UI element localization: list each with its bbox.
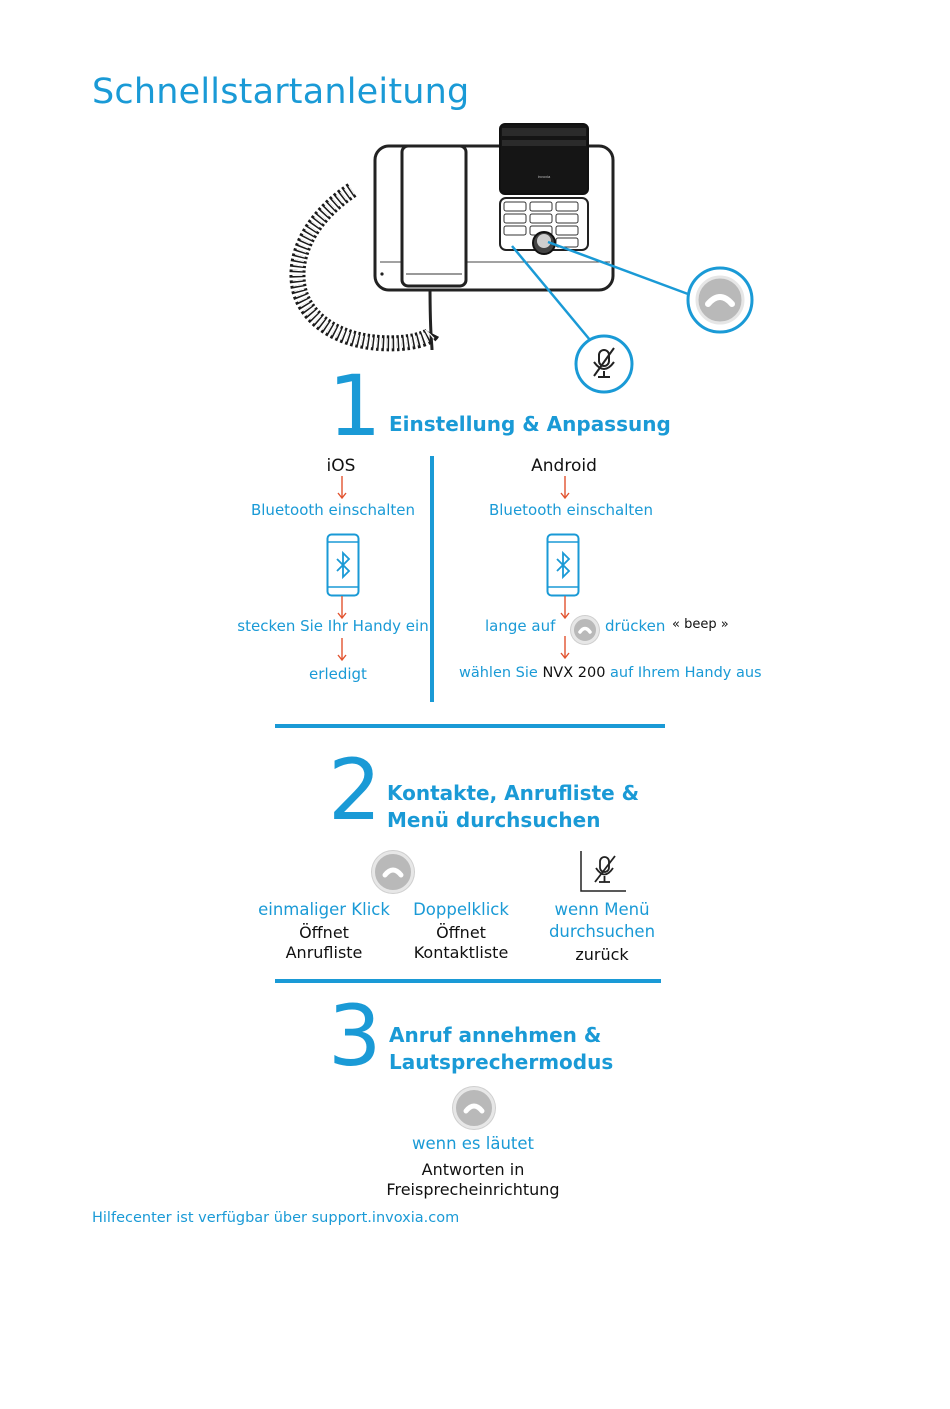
step2-heading [387,780,639,834]
down-arrow-icon [337,638,347,662]
bluetooth-phone-icon [326,533,360,597]
down-arrow-icon [560,596,570,620]
double-click-title: Doppelklick [413,900,509,919]
step2-heading-line2: Menü durchsuchen [387,808,601,832]
ios-bluetooth-step: Bluetooth einschalten [250,501,416,519]
double-click-line1: Öffnet [436,923,486,942]
android-press-prefix: lange auf [485,617,556,635]
step3-heading-line2: Lautsprechermodus [389,1050,614,1074]
android-bluetooth-step: Bluetooth einschalten [488,501,654,519]
select-suffix: auf Ihrem Handy aus [610,665,762,681]
hangup-icon [571,616,599,644]
android-select-step [459,665,762,681]
step2-heading-line1: Kontakte, Anrufliste & [387,781,640,805]
ios-label: iOS [326,456,356,476]
section-divider [275,979,661,983]
ios-done-step: erledigt [309,665,367,683]
single-click-line1: Öffnet [299,923,349,942]
single-click-line2: Anrufliste [285,943,363,962]
step3-number: 3 [328,987,382,1085]
help-center-note: Hilfecenter ist verfügbar über support.invoxia.com [92,1210,460,1226]
section-divider [275,724,665,728]
select-prefix: wählen Sie [459,665,538,681]
step1-divider [430,456,434,702]
android-label: Android [531,456,597,476]
answer-line2: Freisprecheinrichtung [386,1180,560,1199]
step2-number: 2 [328,741,382,839]
android-press-suffix: drücken [605,617,666,635]
step3-heading [389,1022,613,1076]
device-model: NVX 200 [542,665,606,681]
microphone-muted-icon [578,849,628,895]
svg-text:invoxia: invoxia [537,174,551,179]
answer-line1: Antworten in [421,1160,525,1179]
ios-plug-step: stecken Sie Ihr Handy ein [237,617,429,635]
bluetooth-phone-icon [546,533,580,597]
page-title: Schnellstartanleitung [92,72,470,112]
handset [402,146,466,286]
down-arrow-icon [560,476,570,500]
hangup-icon [372,851,414,893]
desk-phone-illustration [280,118,760,398]
double-click-line2: Kontaktliste [413,943,509,962]
menu-back-title2: durchsuchen [548,922,656,941]
single-click-title: einmaliger Klick [258,900,390,919]
hangup-icon [453,1087,495,1129]
step1-heading: Einstellung & Anpassung [389,412,671,436]
step3-heading-line1: Anruf annehmen & [389,1023,602,1047]
down-arrow-icon [337,476,347,500]
ringing-trigger: wenn es läutet [411,1134,535,1153]
down-arrow-icon [560,636,570,660]
menu-back-title1: wenn Menü [554,900,650,919]
menu-back-line1: zurück [575,945,629,964]
beep-label: « beep » [672,617,729,632]
step1-number: 1 [328,357,382,455]
